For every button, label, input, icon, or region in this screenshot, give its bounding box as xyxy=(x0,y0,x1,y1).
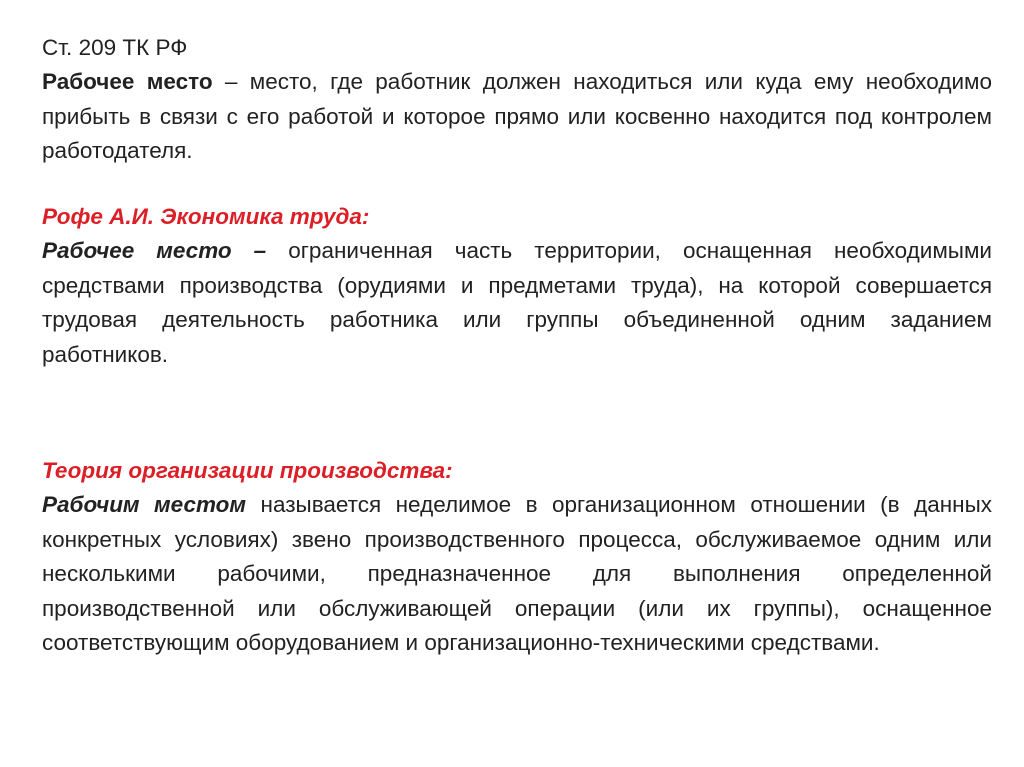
definition-text-production-theory: называется неделимое в организационном отношении (в данных конкретных условиях) звено производственного процесса, обслуживаемое одним или несколькими рабочими, предназначенное для выполнения определенной производственной или обслуживающей операции (или их группы), оснащенное соответствующим оборудованием и организационно-техническими средствами. xyxy=(42,492,992,656)
definition-rofe xyxy=(42,200,992,372)
definition-paragraph-production-theory xyxy=(42,488,992,660)
term-workplace: Рабочее место xyxy=(42,69,213,95)
source-rofe: Рофе А.И. Экономика труда: xyxy=(42,204,370,229)
term-workplace-rofe: Рабочее место – xyxy=(42,238,267,264)
term-workplace-production-theory: Рабочим местом xyxy=(42,492,247,518)
source-labor-code: Ст. 209 ТК РФ xyxy=(42,35,188,60)
definition-text-labor-code: – место, где работник должен находиться или куда ему необходимо прибыть в связи с его работой и которое прямо или косвенно находится под контролем работодателя. xyxy=(42,69,992,164)
source-production-theory: Теория организации производства: xyxy=(42,458,453,483)
definition-production-theory xyxy=(42,454,992,660)
definition-paragraph-labor-code xyxy=(42,65,992,168)
definition-paragraph-rofe xyxy=(42,234,992,372)
definition-labor-code xyxy=(42,31,992,169)
definition-text-rofe: ограниченная часть территории, оснащенная необходимыми средствами производства (орудиями и предметами труда), на которой совершается трудовая деятельность работника или группы объединенной одним заданием работников. xyxy=(42,238,992,367)
